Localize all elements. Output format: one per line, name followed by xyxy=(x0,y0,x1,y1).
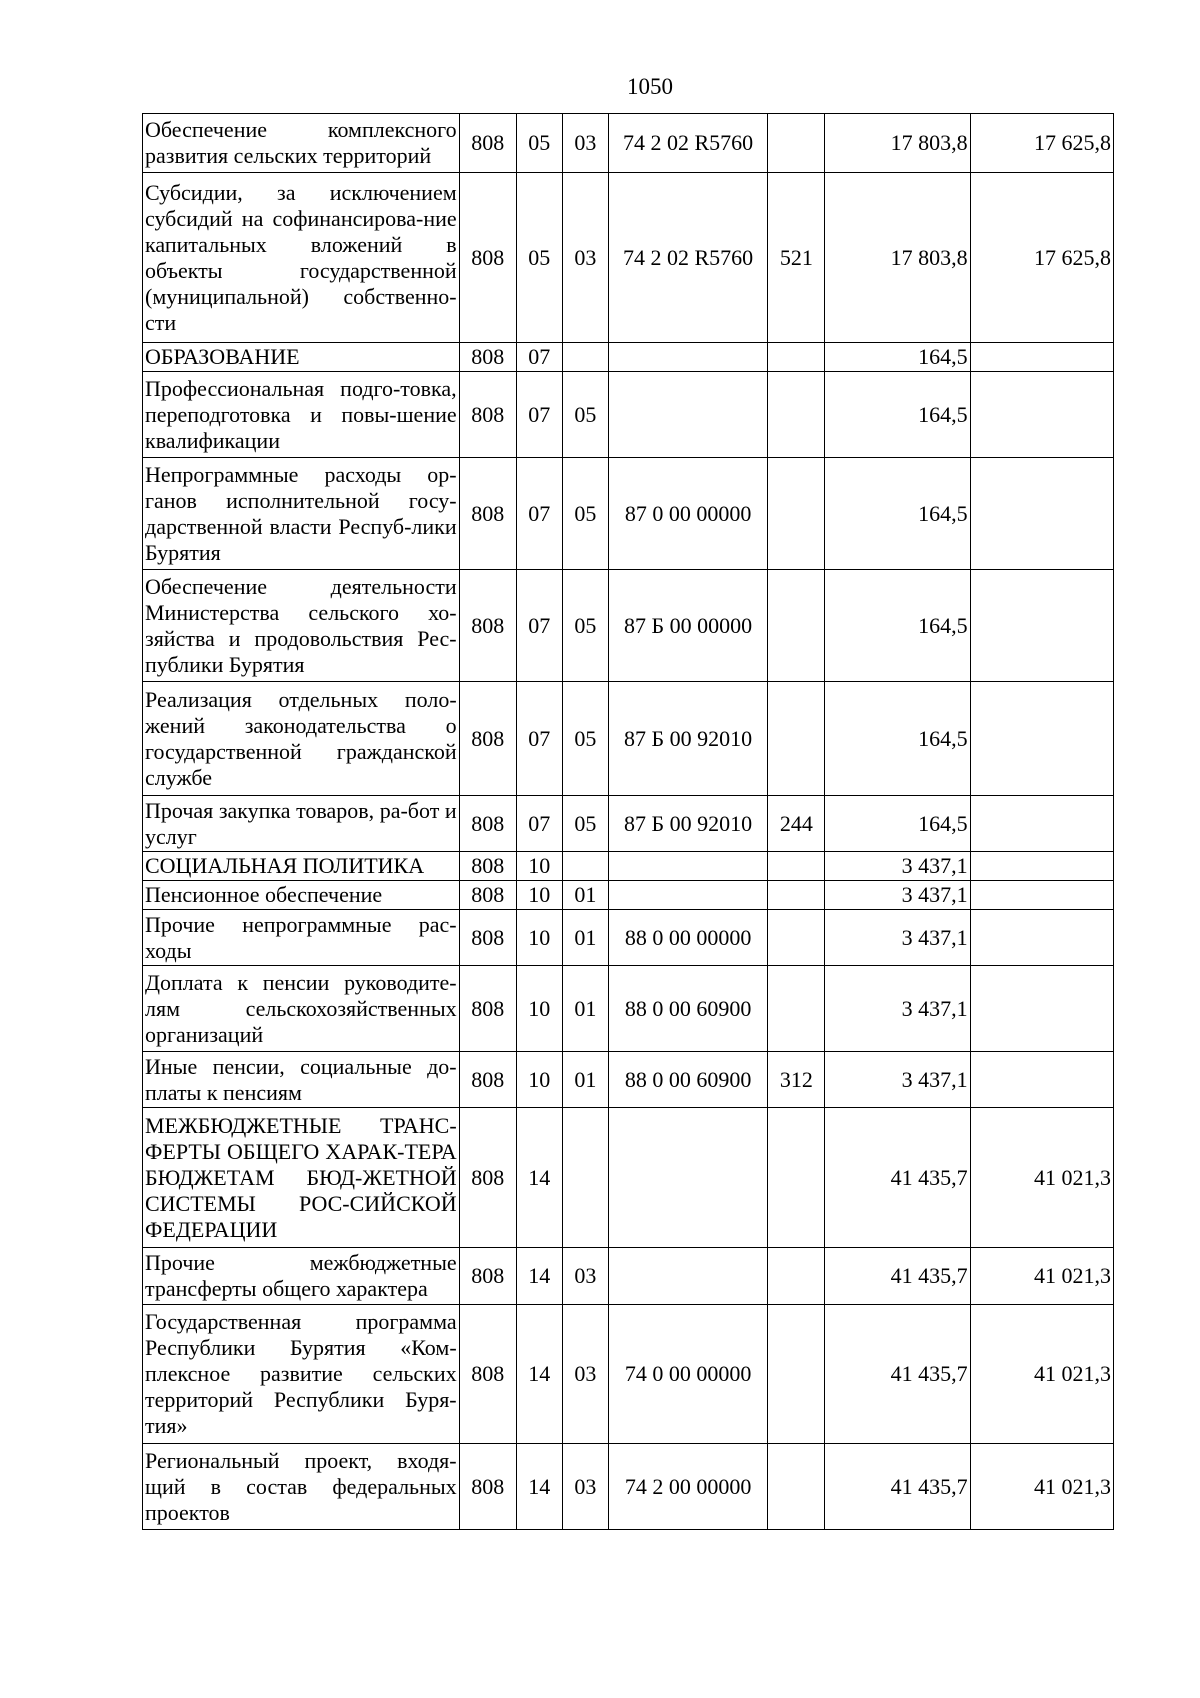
amount-year-2 xyxy=(970,881,1113,910)
subsection-code: 01 xyxy=(562,910,608,966)
target-article xyxy=(608,372,767,458)
target-article: 74 0 00 00000 xyxy=(608,1305,767,1444)
section-code: 14 xyxy=(516,1444,562,1530)
amount-year-1: 3 437,1 xyxy=(825,966,970,1052)
section-code: 14 xyxy=(516,1108,562,1248)
target-article: 74 2 00 00000 xyxy=(608,1444,767,1530)
subsection-code xyxy=(562,1108,608,1248)
amount-year-2: 41 021,3 xyxy=(970,1305,1113,1444)
target-article: 88 0 00 60900 xyxy=(608,966,767,1052)
amount-year-2 xyxy=(970,852,1113,881)
target-article xyxy=(608,852,767,881)
table-row xyxy=(143,966,1114,1052)
table-row xyxy=(143,682,1114,796)
table-row xyxy=(143,1108,1114,1248)
amount-year-1: 164,5 xyxy=(825,458,970,570)
table-row xyxy=(143,173,1114,343)
expense-type: 521 xyxy=(768,173,825,343)
row-name: Прочие непрограммные рас-ходы xyxy=(143,910,460,966)
amount-year-2: 41 021,3 xyxy=(970,1108,1113,1248)
row-name: Пенсионное обеспечение xyxy=(143,881,460,910)
expense-type xyxy=(768,1108,825,1248)
table-row xyxy=(143,881,1114,910)
ministry-code: 808 xyxy=(459,570,516,682)
amount-year-2 xyxy=(970,372,1113,458)
expense-type xyxy=(768,682,825,796)
target-article xyxy=(608,1108,767,1248)
amount-year-1: 164,5 xyxy=(825,796,970,852)
row-name: Государственная программа Республики Бурятия «Ком-плексное развитие сельских территорий Республики Буря-тия» xyxy=(143,1305,460,1444)
subsection-code: 01 xyxy=(562,1052,608,1108)
table-row xyxy=(143,114,1114,173)
table-row xyxy=(143,1052,1114,1108)
amount-year-1: 41 435,7 xyxy=(825,1305,970,1444)
ministry-code: 808 xyxy=(459,1052,516,1108)
amount-year-2: 41 021,3 xyxy=(970,1248,1113,1305)
amount-year-1: 41 435,7 xyxy=(825,1248,970,1305)
table-row xyxy=(143,910,1114,966)
amount-year-2 xyxy=(970,796,1113,852)
row-name: Иные пенсии, социальные до-платы к пенсиям xyxy=(143,1052,460,1108)
ministry-code: 808 xyxy=(459,1248,516,1305)
target-article xyxy=(608,881,767,910)
subsection-code: 05 xyxy=(562,796,608,852)
section-code: 10 xyxy=(516,881,562,910)
row-name: Региональный проект, входя-щий в состав федеральных проектов xyxy=(143,1444,460,1530)
row-name: Реализация отдельных поло-жений законодательства о государственной гражданской службе xyxy=(143,682,460,796)
amount-year-1: 41 435,7 xyxy=(825,1108,970,1248)
expense-type xyxy=(768,458,825,570)
section-code: 10 xyxy=(516,852,562,881)
amount-year-2 xyxy=(970,682,1113,796)
expense-type xyxy=(768,852,825,881)
ministry-code: 808 xyxy=(459,458,516,570)
target-article: 87 Б 00 92010 xyxy=(608,796,767,852)
target-article xyxy=(608,343,767,372)
ministry-code: 808 xyxy=(459,372,516,458)
target-article: 88 0 00 60900 xyxy=(608,1052,767,1108)
ministry-code: 808 xyxy=(459,910,516,966)
subsection-code: 05 xyxy=(562,372,608,458)
section-code: 05 xyxy=(516,173,562,343)
row-name: СОЦИАЛЬНАЯ ПОЛИТИКА xyxy=(143,852,460,881)
ministry-code: 808 xyxy=(459,1305,516,1444)
subsection-code: 05 xyxy=(562,458,608,570)
subsection-code xyxy=(562,343,608,372)
expense-type xyxy=(768,910,825,966)
ministry-code: 808 xyxy=(459,1108,516,1248)
amount-year-2 xyxy=(970,343,1113,372)
table-row xyxy=(143,458,1114,570)
target-article: 87 Б 00 00000 xyxy=(608,570,767,682)
table-row xyxy=(143,852,1114,881)
subsection-code xyxy=(562,852,608,881)
row-name: ОБРАЗОВАНИЕ xyxy=(143,343,460,372)
section-code: 07 xyxy=(516,682,562,796)
row-name: Доплата к пенсии руководите-лям сельскохозяйственных организаций xyxy=(143,966,460,1052)
amount-year-2 xyxy=(970,458,1113,570)
section-code: 14 xyxy=(516,1248,562,1305)
ministry-code: 808 xyxy=(459,796,516,852)
subsection-code: 03 xyxy=(562,1444,608,1530)
table-row xyxy=(143,1444,1114,1530)
expense-type xyxy=(768,881,825,910)
ministry-code: 808 xyxy=(459,682,516,796)
page-number: 1050 xyxy=(627,74,673,99)
amount-year-1: 164,5 xyxy=(825,570,970,682)
section-code: 05 xyxy=(516,114,562,173)
section-code: 07 xyxy=(516,570,562,682)
subsection-code: 01 xyxy=(562,881,608,910)
amount-year-1: 3 437,1 xyxy=(825,910,970,966)
row-name: МЕЖБЮДЖЕТНЫЕ ТРАНС-ФЕРТЫ ОБЩЕГО ХАРАК-ТЕРА БЮДЖЕТАМ БЮД-ЖЕТНОЙ СИСТЕМЫ РОС-СИЙСКОЙ ФЕДЕРАЦИИ xyxy=(143,1108,460,1248)
section-code: 07 xyxy=(516,458,562,570)
section-code: 14 xyxy=(516,1305,562,1444)
table-row xyxy=(143,343,1114,372)
budget-table xyxy=(142,113,1114,1530)
expense-type xyxy=(768,1305,825,1444)
section-code: 07 xyxy=(516,372,562,458)
amount-year-1: 17 803,8 xyxy=(825,114,970,173)
row-name: Профессиональная подго-товка, переподготовка и повы-шение квалификации xyxy=(143,372,460,458)
ministry-code: 808 xyxy=(459,343,516,372)
target-article: 87 Б 00 92010 xyxy=(608,682,767,796)
amount-year-1: 164,5 xyxy=(825,343,970,372)
expense-type xyxy=(768,966,825,1052)
amount-year-2 xyxy=(970,966,1113,1052)
ministry-code: 808 xyxy=(459,114,516,173)
amount-year-1: 164,5 xyxy=(825,682,970,796)
amount-year-1: 3 437,1 xyxy=(825,852,970,881)
section-code: 07 xyxy=(516,796,562,852)
amount-year-1: 41 435,7 xyxy=(825,1444,970,1530)
section-code: 10 xyxy=(516,1052,562,1108)
amount-year-2 xyxy=(970,570,1113,682)
target-article: 74 2 02 R5760 xyxy=(608,114,767,173)
expense-type xyxy=(768,570,825,682)
expense-type xyxy=(768,372,825,458)
row-name: Прочая закупка товаров, ра-бот и услуг xyxy=(143,796,460,852)
row-name: Субсидии, за исключением субсидий на софинансирова-ние капитальных вложений в объекты государственной (муниципальной) собственно-сти xyxy=(143,173,460,343)
amount-year-2 xyxy=(970,1052,1113,1108)
amount-year-1: 17 803,8 xyxy=(825,173,970,343)
row-name: Непрограммные расходы ор-ганов исполнительной госу-дарственной власти Респуб-лики Бурятия xyxy=(143,458,460,570)
ministry-code: 808 xyxy=(459,966,516,1052)
expense-type xyxy=(768,1444,825,1530)
table-row xyxy=(143,570,1114,682)
amount-year-2: 41 021,3 xyxy=(970,1444,1113,1530)
section-code: 10 xyxy=(516,966,562,1052)
row-name: Обеспечение деятельности Министерства сельского хо-зяйства и продовольствия Рес-публики Бурятия xyxy=(143,570,460,682)
target-article: 88 0 00 00000 xyxy=(608,910,767,966)
amount-year-1: 164,5 xyxy=(825,372,970,458)
amount-year-1: 3 437,1 xyxy=(825,881,970,910)
subsection-code: 03 xyxy=(562,173,608,343)
expense-type: 312 xyxy=(768,1052,825,1108)
section-code: 10 xyxy=(516,910,562,966)
subsection-code: 05 xyxy=(562,682,608,796)
target-article xyxy=(608,1248,767,1305)
expense-type xyxy=(768,114,825,173)
expense-type xyxy=(768,343,825,372)
target-article: 74 2 02 R5760 xyxy=(608,173,767,343)
target-article: 87 0 00 00000 xyxy=(608,458,767,570)
table-row xyxy=(143,1248,1114,1305)
ministry-code: 808 xyxy=(459,173,516,343)
amount-year-1: 3 437,1 xyxy=(825,1052,970,1108)
table-row xyxy=(143,796,1114,852)
expense-type: 244 xyxy=(768,796,825,852)
table-row xyxy=(143,1305,1114,1444)
amount-year-2 xyxy=(970,910,1113,966)
row-name: Обеспечение комплексного развития сельских территорий xyxy=(143,114,460,173)
subsection-code: 01 xyxy=(562,966,608,1052)
table-row xyxy=(143,372,1114,458)
subsection-code: 03 xyxy=(562,114,608,173)
expense-type xyxy=(768,1248,825,1305)
ministry-code: 808 xyxy=(459,881,516,910)
subsection-code: 03 xyxy=(562,1248,608,1305)
ministry-code: 808 xyxy=(459,852,516,881)
row-name: Прочие межбюджетные трансферты общего характера xyxy=(143,1248,460,1305)
amount-year-2: 17 625,8 xyxy=(970,173,1113,343)
subsection-code: 05 xyxy=(562,570,608,682)
amount-year-2: 17 625,8 xyxy=(970,114,1113,173)
ministry-code: 808 xyxy=(459,1444,516,1530)
subsection-code: 03 xyxy=(562,1305,608,1444)
section-code: 07 xyxy=(516,343,562,372)
